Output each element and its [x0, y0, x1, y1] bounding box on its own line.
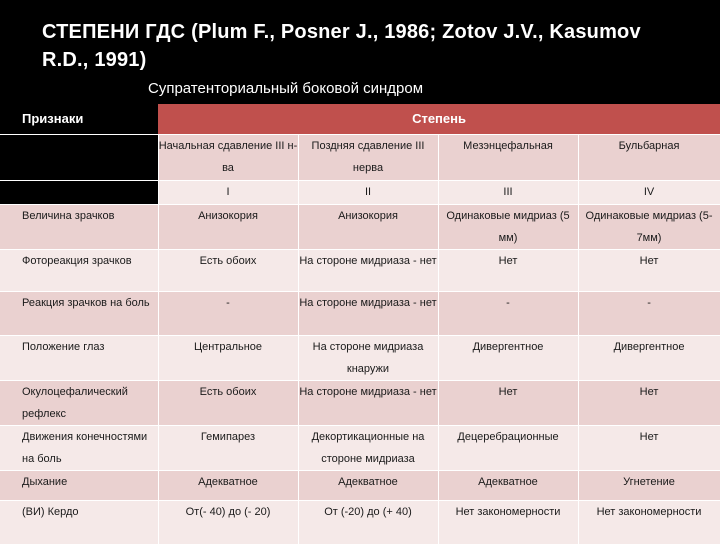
stage-name: Начальная сдавление III н-ва	[158, 135, 298, 181]
table-cell: Одинаковые мидриаз (5 мм)	[438, 205, 578, 250]
table-cell: Нет	[578, 381, 720, 426]
table-cell: Нет закономерности	[578, 501, 720, 545]
empty-cell	[0, 135, 158, 181]
table-cell: На стороне мидриаза - нет	[298, 250, 438, 292]
table-cell: Есть обоих	[158, 381, 298, 426]
table-cell: Нет	[578, 250, 720, 292]
row-label: Величина зрачков	[0, 205, 158, 250]
table-header-row	[0, 104, 720, 135]
table-row	[0, 250, 720, 292]
stage-name: Поздняя сдавление III нерва	[298, 135, 438, 181]
table-cell: Нет	[438, 381, 578, 426]
table-cell: Одинаковые мидриаз (5-7мм)	[578, 205, 720, 250]
table-cell: Анизокория	[158, 205, 298, 250]
table-row	[0, 292, 720, 336]
slide-title: СТЕПЕНИ ГДС (Plum F., Posner J., 1986; Zotov J.V., Kasumov R.D., 1991)	[42, 21, 641, 71]
row-label: Движения конечностями на боль	[0, 426, 158, 471]
table-cell: Нет	[438, 250, 578, 292]
stage-roman: IV	[578, 181, 720, 205]
row-label: Окулоцефалический рефлекс	[0, 381, 158, 426]
table-cell: От (-20) до (+ 40)	[298, 501, 438, 545]
table-cell: Адекватное	[158, 471, 298, 501]
table-cell: На стороне мидриаза кнаружи	[298, 336, 438, 381]
table-cell: На стороне мидриаза - нет	[298, 292, 438, 336]
table-row	[0, 501, 720, 545]
table-cell: Адекватное	[298, 471, 438, 501]
table-cell: -	[158, 292, 298, 336]
degree-header: Степень	[158, 104, 720, 135]
table-cell: Децеребрационные	[438, 426, 578, 471]
stage-roman-row	[0, 181, 720, 205]
stage-roman: II	[298, 181, 438, 205]
table-cell: Декортикационные на стороне мидриаза	[298, 426, 438, 471]
slide-subtitle: Супратенториальный боковой синдром	[148, 80, 424, 97]
row-label: (ВИ) Кердо	[0, 501, 158, 545]
table-row	[0, 471, 720, 501]
stage-roman: I	[158, 181, 298, 205]
empty-cell	[0, 181, 158, 205]
table-cell: Гемипарез	[158, 426, 298, 471]
row-label: Реакция зрачков на боль	[0, 292, 158, 336]
table-cell: От(- 40) до (- 20)	[158, 501, 298, 545]
table-cell: Есть обоих	[158, 250, 298, 292]
table-cell: Дивергентное	[438, 336, 578, 381]
row-label: Положение глаз	[0, 336, 158, 381]
table-cell: Нет закономерности	[438, 501, 578, 545]
stage-name: Бульбарная	[578, 135, 720, 181]
signs-header: Признаки	[0, 104, 158, 135]
table-row	[0, 426, 720, 471]
table-cell: Нет	[578, 426, 720, 471]
table-row	[0, 381, 720, 426]
stage-name: Мезэнцефальная	[438, 135, 578, 181]
table-cell: Дивергентное	[578, 336, 720, 381]
row-label: Дыхание	[0, 471, 158, 501]
table-cell: Адекватное	[438, 471, 578, 501]
row-label: Фотореакция зрачков	[0, 250, 158, 292]
table-cell: -	[438, 292, 578, 336]
table-cell: На стороне мидриаза - нет	[298, 381, 438, 426]
table-row	[0, 205, 720, 250]
table-cell: -	[578, 292, 720, 336]
table-row	[0, 336, 720, 381]
stage-roman: III	[438, 181, 578, 205]
table-cell: Центральное	[158, 336, 298, 381]
degree-table	[0, 104, 720, 545]
stage-name-row	[0, 135, 720, 181]
table-cell: Анизокория	[298, 205, 438, 250]
table-cell: Угнетение	[578, 471, 720, 501]
